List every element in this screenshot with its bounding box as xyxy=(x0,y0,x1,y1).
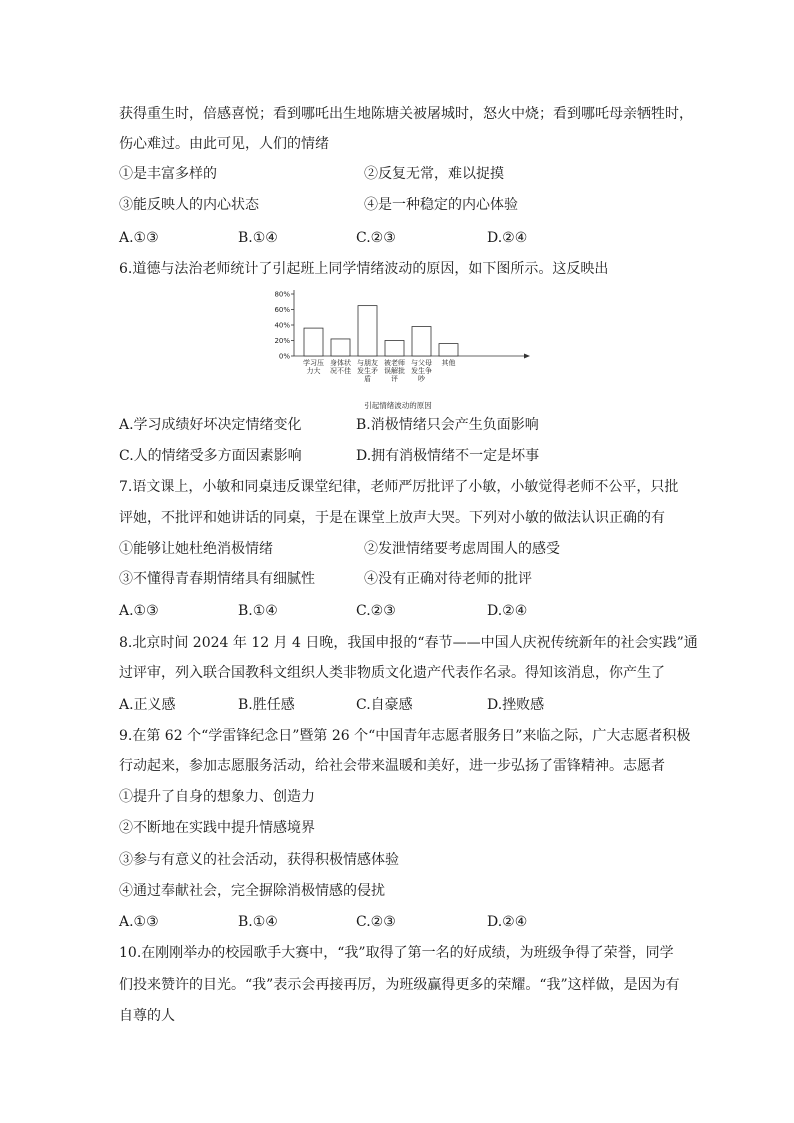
q5-statement-3: ③能反映人的内心状态 xyxy=(119,197,259,213)
q9-statement-1: ①提升了自身的想象力、创造力 xyxy=(119,789,315,805)
category-label: 学习压力大 xyxy=(303,359,324,375)
q7-option-b[interactable]: B.①④ xyxy=(238,603,278,619)
q7-statement-3: ③不懂得青春期情绪具有细腻性 xyxy=(119,571,315,587)
q5-statement-4: ④是一种稳定的内心体验 xyxy=(364,197,518,213)
y-tick-label: 80% xyxy=(274,290,290,299)
q5-stem-line2: 伤心难过。由此可见，人们的情绪 xyxy=(119,136,329,152)
q8-option-b[interactable]: B.胜任感 xyxy=(238,697,295,713)
q7-option-a[interactable]: A.①③ xyxy=(119,603,159,619)
q9-option-b[interactable]: B.①④ xyxy=(238,914,278,930)
q10-stem-line2: 们投来赞许的目光。“我”表示会再接再厉，为班级赢得更多的荣耀。“我”这样做，是因为有 xyxy=(119,977,680,993)
chart-title: 引起情绪波动的原因 xyxy=(364,401,432,410)
q5-stem-line1: 获得重生时，倍感喜悦；看到哪吒出生地陈塘关被屠城时，怒火中烧；看到哪吒母亲牺牲时， xyxy=(119,106,693,122)
q5-option-d[interactable]: D.②④ xyxy=(487,230,528,246)
q6-option-d[interactable]: D.拥有消极情绪不一定是坏事 xyxy=(356,448,540,464)
q5-statement-2: ②反复无常，难以捉摸 xyxy=(364,166,504,182)
q6-option-a[interactable]: A.学习成绩好坏决定情绪变化 xyxy=(119,417,302,433)
q7-statement-2: ②发泄情绪要考虑周围人的感受 xyxy=(364,541,560,557)
category-label: 与父母发生争吵 xyxy=(411,359,432,383)
category-label: 身体状况不佳 xyxy=(330,359,351,375)
q9-statement-3: ③参与有意义的社会活动，获得积极情感体验 xyxy=(119,852,399,868)
category-label: 其他 xyxy=(441,359,456,367)
q8-stem-line2: 过评审，列入联合国教科文组织人类非物质文化遗产代表作名录。得知该消息，你产生了 xyxy=(119,665,665,681)
q8-stem-line1: 8.北京时间 2024 年 12 月 4 日晚，我国申报的“春节——中国人庆祝传统新年的社会实践”通 xyxy=(119,635,698,651)
q9-statement-4: ④通过奉献社会，完全摒除消极情感的侵扰 xyxy=(119,883,385,899)
q7-option-c[interactable]: C.②③ xyxy=(356,603,396,619)
q10-stem-line1: 10.在刚刚举办的校园歌手大赛中，“我”取得了第一名的好成绩，为班级争得了荣誉，同学 xyxy=(119,945,674,961)
q9-option-c[interactable]: C.②③ xyxy=(356,914,396,930)
category-label: 与朋友发生矛盾 xyxy=(357,359,378,383)
q5-option-a[interactable]: A.①③ xyxy=(119,230,159,246)
q5-statement-1: ①是丰富多样的 xyxy=(119,166,217,182)
emotion-causes-chart xyxy=(262,284,538,412)
q7-statement-4: ④没有正确对待老师的批评 xyxy=(364,571,532,587)
y-tick-label: 60% xyxy=(274,306,290,314)
category-label: 被老师误解批评 xyxy=(384,359,405,383)
q9-stem-line1: 9.在第 62 个“学雷锋纪念日”暨第 26 个“中国青年志愿者服务日”来临之际，广大志愿者积极 xyxy=(119,728,691,744)
y-tick-label: 40% xyxy=(274,321,290,330)
q7-stem-line1: 7.语文课上，小敏和同桌违反课堂纪律，老师严厉批评了小敏，小敏觉得老师不公平，只批 xyxy=(119,479,679,495)
q7-option-d[interactable]: D.②④ xyxy=(487,603,528,619)
y-tick-label: 20% xyxy=(274,337,290,345)
q9-statement-2: ②不断地在实践中提升情感境界 xyxy=(119,820,315,836)
q8-option-a[interactable]: A.正义感 xyxy=(119,697,176,713)
bar xyxy=(331,339,350,356)
q5-option-b[interactable]: B.①④ xyxy=(238,230,278,246)
q6-option-c[interactable]: C.人的情绪受多方面因素影响 xyxy=(119,448,302,464)
q8-option-c[interactable]: C.自豪感 xyxy=(356,697,413,713)
q8-option-d[interactable]: D.挫败感 xyxy=(487,697,545,713)
bar xyxy=(412,327,431,356)
bar xyxy=(358,306,377,356)
q9-option-a[interactable]: A.①③ xyxy=(119,914,159,930)
q9-option-d[interactable]: D.②④ xyxy=(487,914,528,930)
q5-option-c[interactable]: C.②③ xyxy=(356,230,396,246)
y-tick-label: 0% xyxy=(278,352,290,361)
q6-option-b[interactable]: B.消极情绪只会产生负面影响 xyxy=(356,417,539,433)
bar xyxy=(304,328,323,356)
q10-stem-line3: 自尊的人 xyxy=(119,1008,175,1024)
q7-statement-1: ①能够让她杜绝消极情绪 xyxy=(119,541,273,557)
q7-stem-line2: 评她，不批评和她讲话的同桌，于是在课堂上放声大哭。下列对小敏的做法认识正确的有 xyxy=(119,510,665,526)
bar xyxy=(439,344,458,356)
x-axis-arrow xyxy=(524,354,530,359)
q6-stem: 6.道德与法治老师统计了引起班上同学情绪波动的原因，如下图所示。这反映出 xyxy=(119,261,609,277)
bar xyxy=(385,341,404,357)
q9-stem-line2: 行动起来，参加志愿服务活动，给社会带来温暖和美好，进一步弘扬了雷锋精神。志愿者 xyxy=(119,758,665,774)
